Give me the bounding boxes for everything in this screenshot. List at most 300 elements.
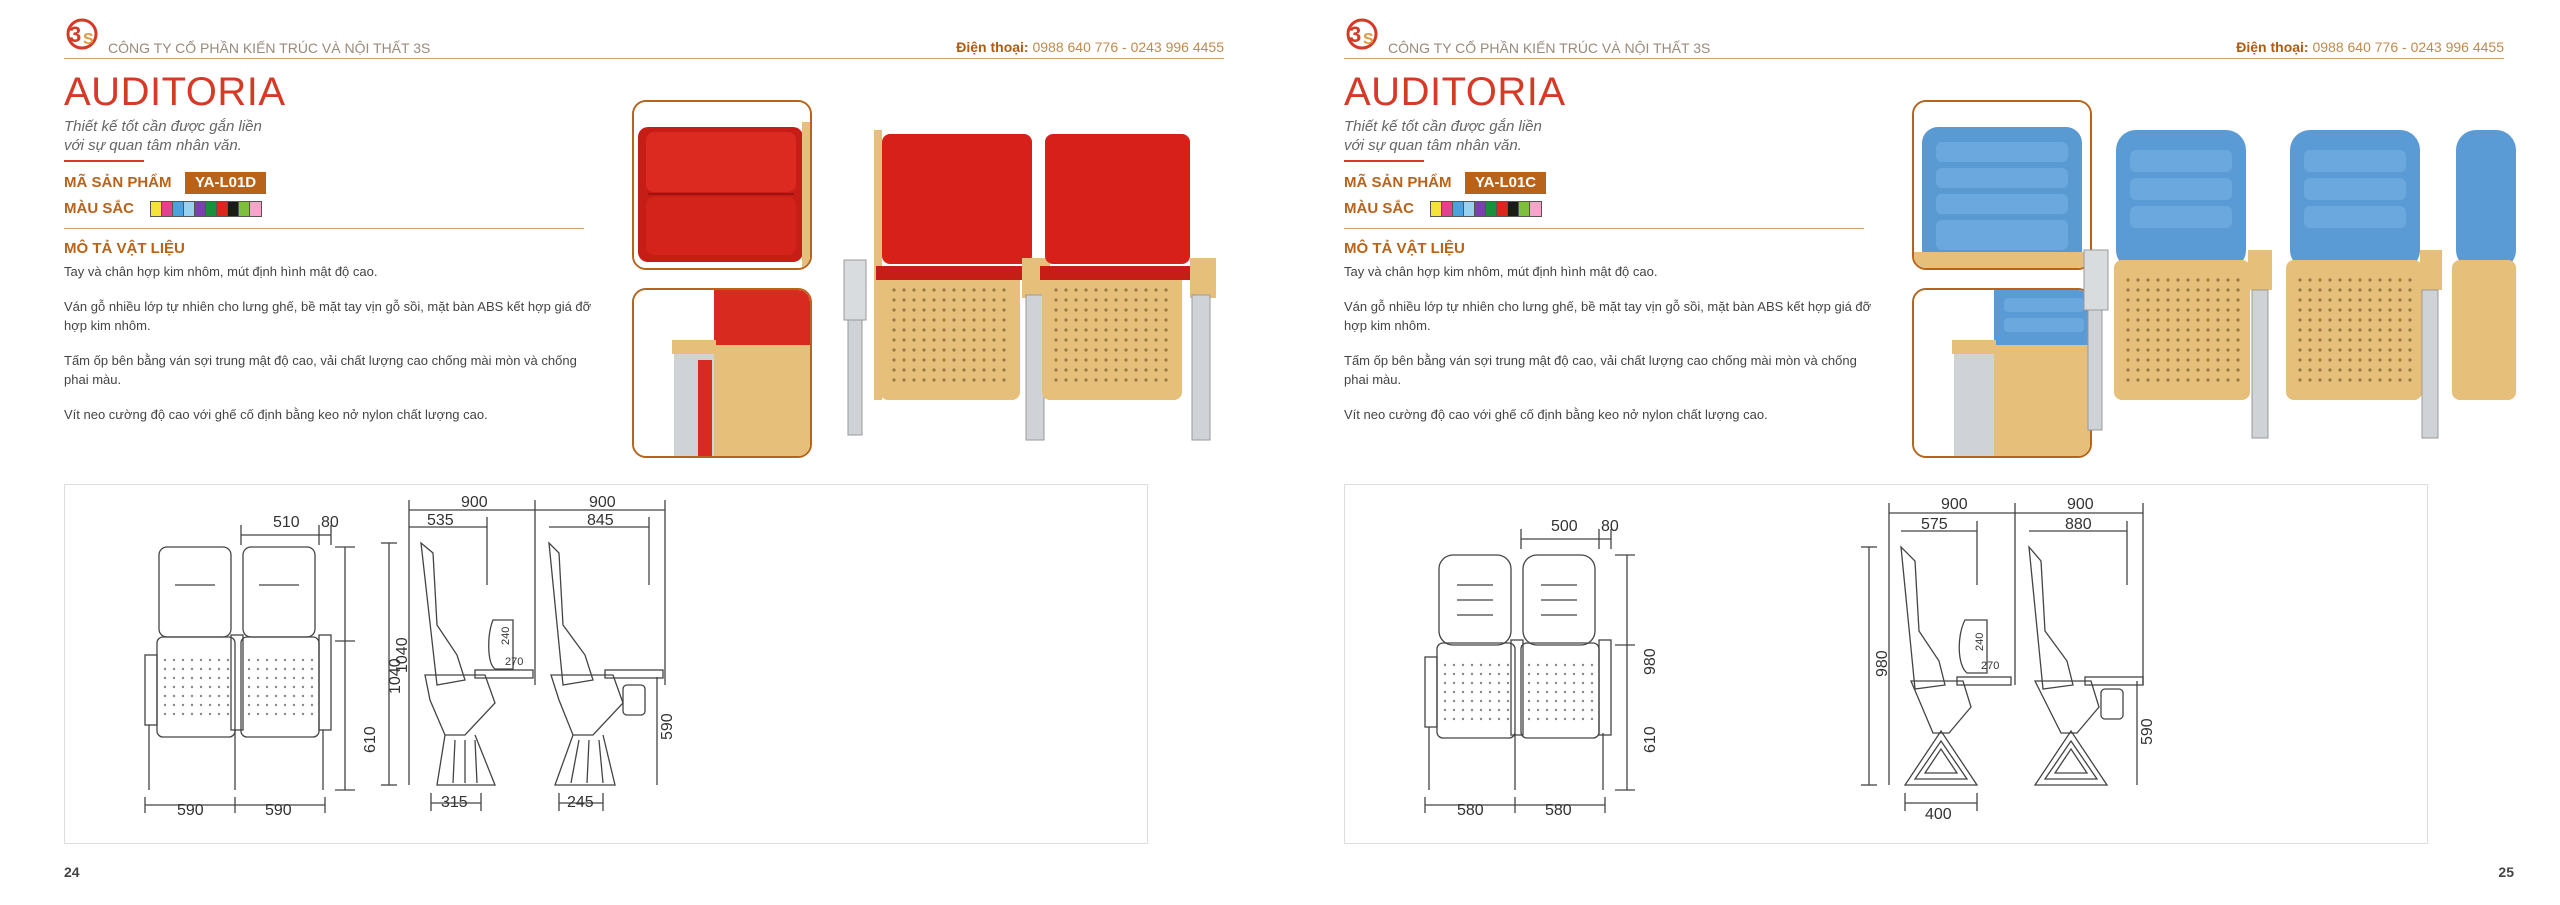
svg-text:3: 3 xyxy=(1349,22,1362,47)
perforation-dot xyxy=(922,348,925,351)
dim-side2-h: 590 xyxy=(659,713,676,740)
perforation-dot xyxy=(173,659,175,661)
perforation-dot xyxy=(1546,700,1548,702)
perforation-dot xyxy=(2136,348,2139,351)
perforation-dot xyxy=(2196,318,2199,321)
dim-front-b1: 590 xyxy=(177,802,204,819)
perforation-dot xyxy=(902,298,905,301)
perforation-dot xyxy=(2368,288,2371,291)
dim-side-total: 900 xyxy=(1941,496,1968,513)
perforation-dot xyxy=(1084,298,1087,301)
perforation-dot xyxy=(2156,278,2159,281)
perforation-dot xyxy=(962,378,965,381)
perforation-dot xyxy=(1164,358,1167,361)
perforation-dot xyxy=(1074,308,1077,311)
perforation-dot xyxy=(227,677,229,679)
perforation-dot xyxy=(2226,298,2229,301)
perforation-dot xyxy=(2146,358,2149,361)
perforation-dot xyxy=(2126,378,2129,381)
perforation-dot xyxy=(1471,718,1473,720)
side-view-2 xyxy=(2015,503,2143,785)
technical-drawing xyxy=(1344,484,2428,844)
page-header xyxy=(64,14,1224,59)
perforation-dot xyxy=(257,704,259,706)
slogan xyxy=(64,117,324,155)
perforation-dot xyxy=(2308,308,2311,311)
perforation-dot xyxy=(1104,378,1107,381)
svg-text:S: S xyxy=(1363,31,1374,48)
perforation-dot xyxy=(972,338,975,341)
perforation-dot xyxy=(1074,298,1077,301)
perforation-dot xyxy=(1555,691,1557,693)
perforation-dot xyxy=(1444,700,1446,702)
perforation-dot xyxy=(2358,348,2361,351)
perforation-dot xyxy=(992,328,995,331)
perforation-dot xyxy=(2166,278,2169,281)
perforation-dot xyxy=(2308,368,2311,371)
perforation-dot xyxy=(2408,368,2411,371)
perforation-dot xyxy=(2378,358,2381,361)
perforation-dot xyxy=(2298,338,2301,341)
perforation-dot xyxy=(912,338,915,341)
perforation-dot xyxy=(1471,709,1473,711)
perforation-dot xyxy=(311,695,313,697)
slogan-line-1: Thiết kế tốt cần được gắn liền xyxy=(1344,118,1542,135)
perforation-dot xyxy=(902,358,905,361)
perforation-dot xyxy=(1507,700,1509,702)
perforation-dot xyxy=(2298,348,2301,351)
backrest-closeup-photo xyxy=(632,100,812,270)
perforation-dot xyxy=(902,318,905,321)
perforation-dot xyxy=(311,713,313,715)
seat-detail-photo xyxy=(1912,288,2092,458)
perforation-dot xyxy=(1094,298,1097,301)
perforation-dot xyxy=(164,695,166,697)
perforation-dot xyxy=(2388,278,2391,281)
perforation-dot xyxy=(1064,318,1067,321)
perforation-dot xyxy=(1134,298,1137,301)
color-swatch xyxy=(1431,202,1442,216)
perforation-dot xyxy=(982,328,985,331)
perforation-dot xyxy=(1084,378,1087,381)
color-swatch xyxy=(151,202,162,216)
perforation-dot xyxy=(922,328,925,331)
perforation-dot xyxy=(1054,318,1057,321)
perforation-dot xyxy=(972,318,975,321)
perforation-dot xyxy=(1591,718,1593,720)
perforation-dot xyxy=(2196,338,2199,341)
perforation-dot xyxy=(2408,338,2411,341)
perforation-dot xyxy=(2196,348,2199,351)
perforation-dot xyxy=(892,368,895,371)
perforation-dot xyxy=(1114,318,1117,321)
perforation-dot xyxy=(2146,298,2149,301)
perforation-dot xyxy=(932,368,935,371)
perforation-dot xyxy=(2226,328,2229,331)
perforation-dot xyxy=(293,668,295,670)
perforation-dot xyxy=(293,686,295,688)
perforation-dot xyxy=(2398,368,2401,371)
perforation-dot xyxy=(2176,288,2179,291)
perforation-dot xyxy=(1144,368,1147,371)
perforation-dot xyxy=(2388,328,2391,331)
color-swatch xyxy=(1508,202,1519,216)
perforation-dot xyxy=(962,348,965,351)
perforation-dot xyxy=(1104,318,1107,321)
perforation-dot xyxy=(1507,682,1509,684)
perforation-dot xyxy=(1453,673,1455,675)
perforation-dot xyxy=(2126,308,2129,311)
perforation-dot xyxy=(2388,298,2391,301)
perforation-dot xyxy=(2176,368,2179,371)
perforation-dot xyxy=(952,308,955,311)
perforation-dot xyxy=(1489,691,1491,693)
perforation-dot xyxy=(2166,348,2169,351)
perforation-dot xyxy=(1573,673,1575,675)
perforation-dot xyxy=(972,368,975,371)
perforation-dot xyxy=(962,338,965,341)
perforation-dot xyxy=(266,659,268,661)
perforation-dot xyxy=(1064,288,1067,291)
perforation-dot xyxy=(952,318,955,321)
perforation-dot xyxy=(972,308,975,311)
perforation-dot xyxy=(962,328,965,331)
perforation-dot xyxy=(1528,664,1530,666)
perforation-dot xyxy=(227,713,229,715)
catalog-page-25 xyxy=(1280,0,2560,905)
perforation-dot xyxy=(2358,368,2361,371)
perforation-dot xyxy=(293,677,295,679)
perforation-dot xyxy=(302,677,304,679)
perforation-dot xyxy=(218,677,220,679)
perforation-dot xyxy=(912,318,915,321)
perforation-dot xyxy=(932,318,935,321)
perforation-dot xyxy=(2318,318,2321,321)
perforation-dot xyxy=(1164,348,1167,351)
perforation-dot xyxy=(922,298,925,301)
perforation-dot xyxy=(1528,718,1530,720)
perforation-dot xyxy=(2136,358,2139,361)
perforation-dot xyxy=(164,713,166,715)
company-name: CÔNG TY CỔ PHẦN KIẾN TRÚC VÀ NỘI THẤT 3S xyxy=(1388,40,1711,56)
perforation-dot xyxy=(1453,682,1455,684)
perforation-dot xyxy=(982,308,985,311)
color-swatch xyxy=(195,202,206,216)
color-swatch xyxy=(217,202,228,216)
perforation-dot xyxy=(2358,298,2361,301)
perforation-dot xyxy=(1164,328,1167,331)
perforation-dot xyxy=(1064,308,1067,311)
color-swatch xyxy=(228,202,239,216)
perforation-dot xyxy=(248,668,250,670)
perforation-dot xyxy=(1084,288,1087,291)
perforation-dot xyxy=(2126,328,2129,331)
perforation-dot xyxy=(200,713,202,715)
perforation-dot xyxy=(2368,328,2371,331)
slogan-line-2: với sự quan tâm nhân văn. xyxy=(64,137,242,154)
perforation-dot xyxy=(2308,288,2311,291)
perforation-dot xyxy=(266,686,268,688)
perforation-dot xyxy=(2146,328,2149,331)
perforation-dot xyxy=(1480,700,1482,702)
perforation-dot xyxy=(912,368,915,371)
product-title: AUDITORIA xyxy=(64,70,286,114)
perforation-dot xyxy=(2156,358,2159,361)
perforation-dot xyxy=(1555,682,1557,684)
perforation-dot xyxy=(302,695,304,697)
perforation-dot xyxy=(1124,318,1127,321)
side-view-2 xyxy=(535,500,665,811)
perforation-dot xyxy=(1582,709,1584,711)
perforation-dot xyxy=(1164,378,1167,381)
perforation-dot xyxy=(2186,358,2189,361)
perforation-dot xyxy=(2226,338,2229,341)
perforation-dot xyxy=(992,318,995,321)
perforation-dot xyxy=(2136,308,2139,311)
perforation-dot xyxy=(293,704,295,706)
perforation-dot xyxy=(2338,368,2341,371)
perforation-dot xyxy=(293,713,295,715)
perforation-dot xyxy=(2298,368,2301,371)
perforation-dot xyxy=(227,704,229,706)
perforation-dot xyxy=(1074,288,1077,291)
perforation-dot xyxy=(962,368,965,371)
perforation-dot xyxy=(1444,709,1446,711)
perforation-dot xyxy=(1555,664,1557,666)
perforation-dot xyxy=(932,378,935,381)
perforation-dot xyxy=(2298,378,2301,381)
perforation-dot xyxy=(209,713,211,715)
perforation-dot xyxy=(266,713,268,715)
perforation-dot xyxy=(2318,348,2321,351)
perforation-dot xyxy=(1114,368,1117,371)
perforation-dot xyxy=(257,677,259,679)
perforation-dot xyxy=(892,348,895,351)
perforation-dot xyxy=(1537,700,1539,702)
perforation-dot xyxy=(1591,673,1593,675)
perforation-dot xyxy=(942,288,945,291)
perforation-dot xyxy=(266,695,268,697)
perforation-dot xyxy=(2226,288,2229,291)
perforation-dot xyxy=(942,348,945,351)
perforation-dot xyxy=(1054,348,1057,351)
perforation-dot xyxy=(2298,278,2301,281)
perforation-dot xyxy=(1573,682,1575,684)
perforation-dot xyxy=(1462,673,1464,675)
perforation-dot xyxy=(2388,368,2391,371)
perforation-dot xyxy=(2398,328,2401,331)
perforation-dot xyxy=(1124,358,1127,361)
perforation-dot xyxy=(182,704,184,706)
perforation-dot xyxy=(302,686,304,688)
perforation-dot xyxy=(1144,308,1147,311)
perforation-dot xyxy=(1537,682,1539,684)
perforation-dot xyxy=(2166,328,2169,331)
perforation-dot xyxy=(1154,298,1157,301)
perforation-dot xyxy=(2196,308,2199,311)
perforation-dot xyxy=(2216,288,2219,291)
perforation-dot xyxy=(257,713,259,715)
perforation-dot xyxy=(1134,378,1137,381)
dim-side-total: 900 xyxy=(461,494,488,511)
perforation-dot xyxy=(1124,378,1127,381)
perforation-dot xyxy=(1114,328,1117,331)
perforation-dot xyxy=(1154,328,1157,331)
perforation-dot xyxy=(1134,318,1137,321)
material-description xyxy=(1344,262,1884,440)
perforation-dot xyxy=(1104,328,1107,331)
slogan-line-1: Thiết kế tốt cần được gắn liền xyxy=(64,118,262,135)
perforation-dot xyxy=(2398,378,2401,381)
perforation-dot xyxy=(2166,298,2169,301)
perforation-dot xyxy=(2338,358,2341,361)
perforation-dot xyxy=(922,318,925,321)
perforation-dot xyxy=(227,659,229,661)
perforation-dot xyxy=(2368,308,2371,311)
perforation-dot xyxy=(227,668,229,670)
perforation-dot xyxy=(1144,348,1147,351)
perforation-dot xyxy=(2236,368,2239,371)
perforation-dot xyxy=(982,298,985,301)
perforation-dot xyxy=(2156,368,2159,371)
perforation-dot xyxy=(1573,664,1575,666)
perforation-dot xyxy=(2236,288,2239,291)
perforation-dot xyxy=(182,668,184,670)
perforation-dot xyxy=(1564,700,1566,702)
perforation-dot xyxy=(1064,338,1067,341)
perforation-dot xyxy=(218,668,220,670)
perforation-dot xyxy=(2206,288,2209,291)
perforation-dot xyxy=(248,704,250,706)
company-name: CÔNG TY CỔ PHẦN KIẾN TRÚC VÀ NỘI THẤT 3S xyxy=(108,40,431,56)
perforation-dot xyxy=(2408,348,2411,351)
dim-side2-depth: 845 xyxy=(587,512,614,529)
perforation-dot xyxy=(1462,709,1464,711)
perforation-dot xyxy=(982,358,985,361)
perforation-dot xyxy=(2348,348,2351,351)
dim-side-seat: 575 xyxy=(1921,516,1948,533)
perforation-dot xyxy=(972,328,975,331)
perforation-dot xyxy=(2378,368,2381,371)
perforation-dot xyxy=(952,368,955,371)
perforation-dot xyxy=(164,659,166,661)
perforation-dot xyxy=(2126,358,2129,361)
perforation-dot xyxy=(2408,358,2411,361)
perforation-dot xyxy=(2206,338,2209,341)
perforation-dot xyxy=(191,695,193,697)
perforation-dot xyxy=(1084,318,1087,321)
perforation-dot xyxy=(2358,318,2361,321)
perforation-dot xyxy=(284,659,286,661)
perforation-dot xyxy=(1064,378,1067,381)
perforation-dot xyxy=(892,288,895,291)
perforation-dot xyxy=(922,288,925,291)
perforation-dot xyxy=(218,704,220,706)
perforation-dot xyxy=(173,668,175,670)
perforation-dot xyxy=(1444,691,1446,693)
perforation-dot xyxy=(1462,664,1464,666)
perforation-dot xyxy=(2156,308,2159,311)
perforation-dot xyxy=(1591,664,1593,666)
perforation-dot xyxy=(1564,682,1566,684)
perforation-dot xyxy=(2186,348,2189,351)
perforation-dot xyxy=(2136,318,2139,321)
perforation-dot xyxy=(173,713,175,715)
perforation-dot xyxy=(992,308,995,311)
perforation-dot xyxy=(1573,718,1575,720)
perforation-dot xyxy=(1114,288,1117,291)
perforation-dot xyxy=(2176,308,2179,311)
perforation-dot xyxy=(200,677,202,679)
perforation-dot xyxy=(912,348,915,351)
perforation-dot xyxy=(912,358,915,361)
perforation-dot xyxy=(1573,700,1575,702)
perforation-dot xyxy=(1124,298,1127,301)
perforation-dot xyxy=(2166,358,2169,361)
perforation-dot xyxy=(266,668,268,670)
perforation-dot xyxy=(1074,328,1077,331)
perforation-dot xyxy=(2308,338,2311,341)
material-title: MÔ TẢ VẬT LIỆU xyxy=(1344,240,1465,257)
perforation-dot xyxy=(1453,700,1455,702)
perforation-dot xyxy=(2176,358,2179,361)
desc-paragraph: Ván gỗ nhiều lớp tự nhiên cho lưng ghế, bề mặt tay vịn gỗ sồi, mặt bàn ABS kết hợp giá đỡ hợp kim nhôm. xyxy=(1344,299,1872,333)
perforation-dot xyxy=(2328,338,2331,341)
perforation-dot xyxy=(2338,308,2341,311)
perforation-dot xyxy=(1144,298,1147,301)
perforation-dot xyxy=(2236,298,2239,301)
perforation-dot xyxy=(2328,298,2331,301)
perforation-dot xyxy=(1134,308,1137,311)
perforation-dot xyxy=(164,686,166,688)
perforation-dot xyxy=(2318,298,2321,301)
perforation-dot xyxy=(1462,691,1464,693)
perforation-dot xyxy=(1124,328,1127,331)
backrest-closeup-photo xyxy=(1912,100,2092,270)
perforation-dot xyxy=(2368,338,2371,341)
phone-info xyxy=(956,39,1224,55)
perforation-dot xyxy=(992,378,995,381)
perforation-dot xyxy=(311,704,313,706)
perforation-dot xyxy=(2378,278,2381,281)
seat-detail-photo xyxy=(632,288,812,458)
perforation-dot xyxy=(1124,348,1127,351)
perforation-dot xyxy=(892,298,895,301)
perforation-dot xyxy=(2186,328,2189,331)
perforation-dot xyxy=(1104,338,1107,341)
perforation-dot xyxy=(2318,368,2321,371)
dim-side-base: 315 xyxy=(441,794,468,811)
perforation-dot xyxy=(173,704,175,706)
perforation-dot xyxy=(257,659,259,661)
perforation-dot xyxy=(2298,358,2301,361)
perforation-dot xyxy=(191,686,193,688)
perforation-dot xyxy=(311,677,313,679)
dim-front-b2: 580 xyxy=(1545,802,1572,819)
perforation-dot xyxy=(922,358,925,361)
slogan-line-2: với sự quan tâm nhân văn. xyxy=(1344,137,1522,154)
perforation-dot xyxy=(2328,378,2331,381)
perforation-dot xyxy=(1154,288,1157,291)
perforation-dot xyxy=(1582,664,1584,666)
perforation-dot xyxy=(1084,358,1087,361)
perforation-dot xyxy=(992,288,995,291)
phone-number: 0988 640 776 - 0243 996 4455 xyxy=(1032,39,1224,55)
perforation-dot xyxy=(992,358,995,361)
front-view xyxy=(145,525,355,813)
perforation-dot xyxy=(2368,348,2371,351)
perforation-dot xyxy=(1054,308,1057,311)
